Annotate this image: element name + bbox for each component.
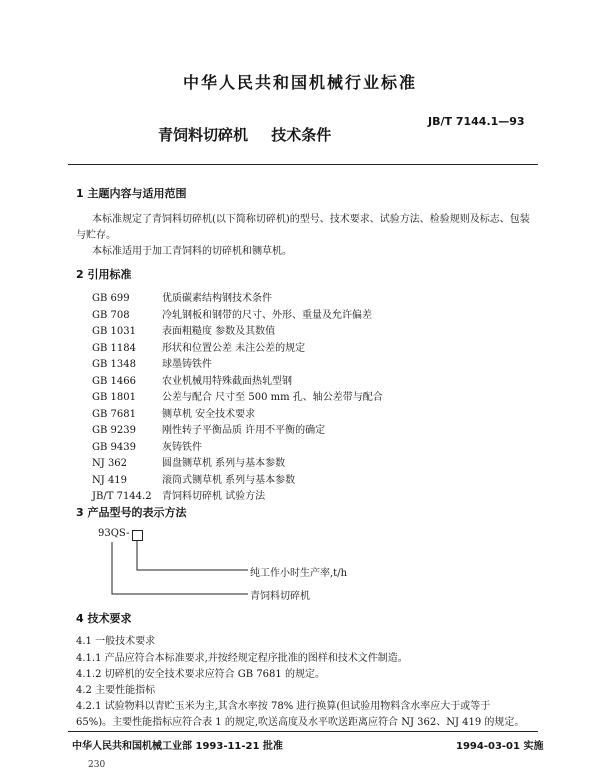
reference-title: 冷轧钢板和钢带的尺寸、外形、重量及允许偏差 — [162, 309, 372, 321]
reference-item — [92, 355, 212, 370]
model-designation-diagram — [98, 524, 378, 604]
label-productivity: 纯工作小时生产率,t/h — [250, 568, 348, 579]
section-3-heading: 3 产品型号的表示方法 — [76, 506, 187, 519]
reference-title: 刚性转子平衡品质 许用不平衡的确定 — [162, 425, 326, 436]
reference-item — [92, 487, 265, 502]
reference-item — [92, 289, 272, 304]
reference-code: NJ 419 — [92, 474, 128, 486]
reference-item — [92, 322, 275, 337]
section-4-heading: 4 技术要求 — [76, 612, 132, 625]
section-4-2-1-line-1: 4.2.1 试验物料以青贮玉米为主,其含水率按 78% 进行换算(但试验用物料含水率应大于或等于 — [76, 701, 491, 712]
section-4-1: 4.1 一般技术要求 — [76, 636, 156, 647]
model-prefix: 93QS- — [98, 528, 130, 539]
section-1-para-2: 本标准适用于加工青饲料的切碎机和铡草机。 — [92, 246, 292, 257]
reference-code: GB 9439 — [92, 441, 136, 453]
section-1-heading: 1 主题内容与适用范围 — [76, 187, 187, 200]
section-4-2: 4.2 主要性能指标 — [76, 685, 156, 696]
approval-line: 中华人民共和国机械工业部 1993-11-21 批准 — [72, 741, 283, 752]
reference-item — [92, 438, 202, 453]
reference-code: GB 1184 — [92, 342, 136, 354]
reference-item — [92, 306, 372, 321]
reference-item — [92, 372, 292, 387]
reference-code: GB 7681 — [92, 408, 136, 420]
section-4-1-2: 4.1.2 切碎机的安全技术要求应符合 GB 7681 的规定。 — [76, 669, 325, 680]
reference-code: NJ 362 — [92, 458, 128, 469]
reference-code: GB 1466 — [92, 375, 136, 387]
header-rule — [68, 164, 538, 165]
reference-code: GB 708 — [92, 309, 130, 321]
section-1-para-1-line-2: 与贮存。 — [76, 230, 116, 241]
section-2-heading: 2 引用标准 — [76, 268, 132, 281]
reference-title: 公差与配合 尺寸至 500 mm 孔、轴公差带与配合 — [162, 392, 383, 403]
reference-title: 铡草机 安全技术要求 — [162, 408, 256, 420]
reference-title: 优质碳素结构钢技术条件 — [162, 293, 272, 304]
reference-item — [92, 405, 255, 420]
reference-title: 表面粗糙度 参数及其数值 — [162, 326, 276, 337]
label-machine-name: 青饲料切碎机 — [250, 591, 310, 602]
reference-title: 形状和位置公差 未注公差的规定 — [162, 342, 306, 354]
reference-item — [92, 421, 325, 436]
page-number: 230 — [88, 760, 106, 770]
implementation-date: 1994-03-01 实施 — [456, 741, 544, 752]
section-4-2-1-line-2: 65%)。主要性能指标应符合表 1 的规定,吹送高度及水平吹送距离应符合 NJ 362、NJ 419 的规定。 — [76, 717, 525, 728]
reference-code: GB 1801 — [92, 392, 136, 403]
reference-title: 球墨铸铁件 — [162, 359, 212, 370]
reference-title: 灰铸铁件 — [162, 441, 202, 453]
reference-title: 滚筒式铡草机 系列与基本参数 — [162, 474, 296, 486]
reference-code: GB 1348 — [92, 359, 136, 370]
footer-rule — [68, 731, 538, 732]
ministry-standard-title: 中华人民共和国机械行业标准 — [182, 73, 417, 92]
reference-title: 农业机械用特殊截面热轧型钢 — [162, 375, 292, 387]
reference-title: 青饲料切碎机 试验方法 — [162, 491, 266, 502]
reference-item — [92, 471, 295, 486]
reference-item — [92, 339, 305, 354]
document-title: 青饲料切碎机 技术条件 — [158, 126, 332, 144]
reference-code: JB/T 7144.2 — [92, 491, 152, 502]
standard-code: JB/T 7144.1—93 — [428, 115, 525, 128]
reference-item — [92, 388, 383, 403]
reference-title: 圆盘铡草机 系列与基本参数 — [162, 458, 286, 469]
reference-code: GB 9239 — [92, 425, 136, 436]
reference-code: GB 699 — [92, 293, 130, 304]
section-4-1-1: 4.1.1 产品应符合本标准要求,并按经规定程序批准的图样和技术文件制造。 — [76, 653, 408, 664]
reference-code: GB 1031 — [92, 326, 136, 337]
section-1-para-1-line-1: 本标准规定了青饲料切碎机(以下简称切碎机)的型号、技术要求、试验方法、检验规则及标志、包装 — [92, 214, 530, 225]
reference-item — [92, 454, 285, 469]
